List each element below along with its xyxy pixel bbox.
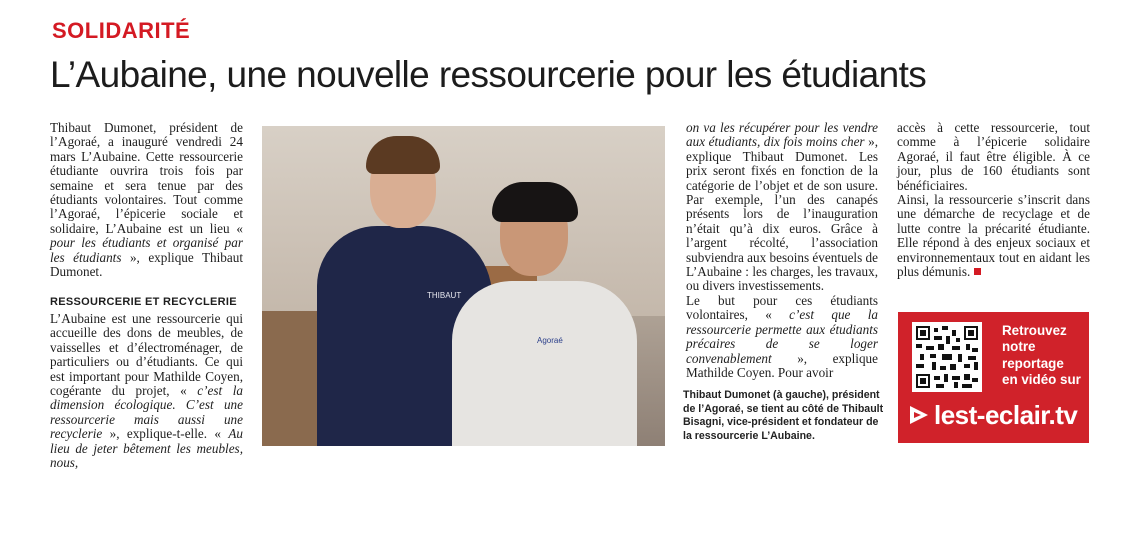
quote-text: c’est la dimension écologique. C’est une ressourcerie mais aussi une recyclerie <box>50 382 243 442</box>
text-run: », explique Mathilde Coyen. Pour avoir <box>686 350 878 380</box>
quote-text: c’est que la ressourcerie permette aux étudiants précaires de se loger convenablement <box>686 307 878 366</box>
qr-code-icon[interactable] <box>912 322 982 392</box>
promo-line: reportage <box>1002 355 1064 371</box>
promo-line: en vidéo sur <box>1002 372 1081 388</box>
subheading: RESSOURCERIE ET RECYCLERIE <box>50 296 237 309</box>
paragraph <box>686 294 878 380</box>
hoodie-print: THIBAUT <box>427 291 462 300</box>
person-right-hair <box>492 182 578 222</box>
paragraph: accès à cette ressourcerie, tout comme à l’épicerie solidaire Agoraé, il faut être éligible. À ce jour, plus de 160 étudiants sont bénéficiaires. <box>897 120 1090 193</box>
paragraph <box>50 121 243 279</box>
text-run: L’Aubaine est une ressourcerie qui accueille des dons de meubles, de vaisselles et d’électroménager, de particuliers ou d’étudiants. Ce qui est important pour Mathilde Coyen, cogérante du projet, « <box>50 310 243 398</box>
text-run: », explique Thibaut Dumonet. <box>50 249 243 280</box>
paragraph <box>50 312 243 470</box>
sweatshirt-logo: Agoraé <box>537 336 563 345</box>
text-run: », explique-t-elle. « <box>102 426 229 442</box>
article-column-3 <box>686 121 878 380</box>
paragraph <box>897 193 1090 279</box>
text-run: Thibaut Dumonet, président de l’Agoraé, a inauguré vendredi 24 mars L’Aubaine. Cette ressourcerie étudiante ouvrira trois fois par semaine et sera tenue par des étudiants volontaires. Tout comme l’Agoraé, l’épicerie sociale et solidaire, L’Aubaine est un lieu « <box>50 120 243 236</box>
article-photo <box>262 126 665 446</box>
quote-text: pour les étudiants et organisé par les étudiants <box>50 235 243 265</box>
photo-caption <box>683 389 888 443</box>
quote-text: on va les récupérer pour les vendre aux étudiants, dix fois moins cher <box>686 120 878 150</box>
promo-line: Retrouvez <box>1002 323 1067 338</box>
paragraph <box>686 121 878 294</box>
video-promo-box[interactable] <box>898 312 1089 443</box>
brand-name: lest-eclair.tv <box>934 399 1078 430</box>
person-right-sweatshirt <box>452 281 637 446</box>
article-column-4 <box>897 121 1090 279</box>
text-run: Le but pour ces étudiants volontaires, « <box>686 292 878 323</box>
promo-text <box>1002 323 1082 389</box>
text-run: Ainsi, la ressourcerie s’inscrit dans une démarche de recyclage et de lutte contre la précarité étudiante. Elle répond à des enjeux sociaux et environnementaux tout en aidant les plus démunis. <box>897 192 1090 280</box>
caption-text: Thibaut Dumonet (à gauche), président de l’Agoraé, se tient au côté de Thibault Bisagni, vice-président et fondateur de la ressourcerie L’Aubaine. <box>683 389 884 442</box>
end-of-article-mark <box>974 268 981 275</box>
article-headline: L’Aubaine, une nouvelle ressourcerie pour les étudiants <box>50 54 927 95</box>
article-column-1 <box>50 121 243 470</box>
text-run: », explique Thibaut Dumonet. Les prix seront fixés en fonction de la catégorie de l’objet et de son usure. Par exemple, l’un des canapés présents lors de l’inauguration n’était qu’à dix euros. Grâce à l’argent récolté, l’association subviendra aux besoins éventuels de L’Aubaine : les charges, les travaux, ou divers investissements. <box>686 134 879 294</box>
promo-line: notre <box>1002 339 1036 355</box>
quote-text: Au lieu de jeter bêtement les meubles, nous, <box>50 426 243 470</box>
play-arrow-icon <box>908 404 930 426</box>
brand-logo[interactable] <box>908 398 1077 432</box>
section-label: SOLIDARITÉ <box>52 18 191 43</box>
